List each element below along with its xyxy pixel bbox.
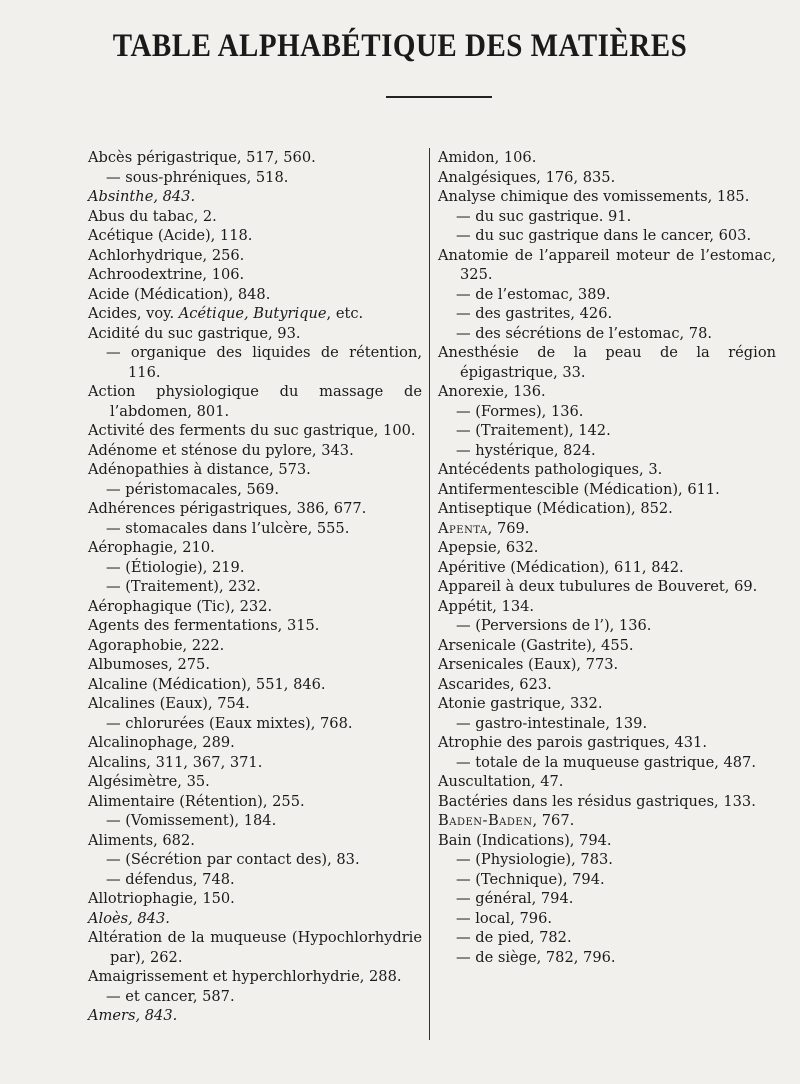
index-entry: Aérophagique (Tic), 232. [88, 597, 273, 615]
index-entry: Allotriophagie, 150. [88, 890, 235, 907]
column-divider [429, 148, 430, 1040]
index-entry: Abcès périgastrique, 517, 560. [88, 149, 316, 166]
index-entry: Aliments, 682. [88, 831, 195, 849]
left-index-column [88, 148, 422, 1026]
index-entry: Aloès, 843. [88, 909, 170, 927]
index-entry: — (Technique), 794. [456, 870, 605, 888]
index-entry: Appareil à deux tubulures de Bouveret, 69. [438, 578, 758, 595]
right-index-column [438, 148, 776, 967]
index-entry: Acide (Médication), 848. [88, 285, 271, 303]
index-entry: Arsenicale (Gastrite), 455. [438, 636, 634, 654]
index-entry: — (Perversions de l’), 136. [456, 617, 652, 634]
index-entry: Atrophie des parois gastriques, 431. [438, 734, 707, 751]
index-entry: — sous-phréniques, 518. [106, 168, 289, 186]
index-entry: — chlorurées (Eaux mixtes), 768. [106, 714, 353, 732]
index-entry: Achlorhydrique, 256. [88, 246, 245, 264]
index-entry: Bain (Indications), 794. [438, 831, 612, 849]
index-entry: Albumoses, 275. [88, 656, 210, 673]
index-entry: Amidon, 106. [438, 149, 537, 166]
index-entry: Alcalines (Eaux), 754. [88, 695, 250, 712]
index-entry: Alcalinophage, 289. [88, 734, 235, 751]
index-entry: Absinthe, 843. [88, 188, 196, 205]
index-entry: Ascarides, 623. [438, 675, 552, 693]
index-entry: Appétit, 134. [438, 597, 535, 615]
index-entry: Acidité du suc gastrique, 93. [88, 324, 301, 342]
index-entry: — et cancer, 587. [106, 987, 235, 1005]
index-entry: Arsenicales (Eaux), 773. [438, 656, 619, 673]
index-entry: Amaigrissement et hyperchlorhydrie, 288. [88, 968, 402, 985]
index-entry: Analgésiques, 176, 835. [438, 168, 616, 186]
index-entry: Altération de la muqueuse (Hypochlorhydrie par), 262. [88, 929, 422, 966]
index-entry: — hystérique, 824. [456, 441, 596, 459]
index-entry: — (Traitement), 232. [106, 578, 261, 595]
index-entry: — général, 794. [456, 890, 574, 907]
index-entry: Anatomie de l’appareil moteur de l’estomac, 325. [438, 246, 776, 283]
index-entry: Abus du tabac, 2. [88, 207, 217, 225]
index-entry: — (Vomissement), 184. [106, 812, 277, 829]
index-entry: Aérophagie, 210. [88, 539, 215, 556]
index-entry: Algésimètre, 35. [88, 773, 210, 790]
index-entry: Acétique (Acide), 118. [88, 227, 253, 244]
index-entry: Antécédents pathologiques, 3. [438, 461, 663, 478]
index-entry: Action physiologique du massage de l’abdomen, 801. [88, 383, 422, 420]
index-entry: — stomacales dans l’ulcère, 555. [106, 519, 350, 537]
index-entry: — (Sécrétion par contact des), 83. [106, 851, 360, 868]
index-entry: — de pied, 782. [456, 929, 572, 946]
index-entry: — du suc gastrique dans le cancer, 603. [456, 227, 752, 244]
index-entry: Anesthésie de la peau de la région épigastrique, 33. [438, 344, 776, 381]
index-entry: — défendus, 748. [106, 870, 235, 888]
index-entry: Adhérences périgastriques, 386, 677. [88, 500, 367, 517]
index-entry: — de l’estomac, 389. [456, 285, 611, 303]
index-entry: Achroodextrine, 106. [88, 266, 245, 283]
index-entry: Adénopathies à distance, 573. [88, 461, 311, 478]
index-entry: Baden-Baden, 767. [438, 812, 575, 829]
index-entry: — des gastrites, 426. [456, 305, 613, 322]
index-entry: — (Physiologie), 783. [456, 851, 613, 868]
index-entry: Adénome et sténose du pylore, 343. [88, 441, 354, 459]
index-entry: Agoraphobie, 222. [88, 636, 225, 654]
index-entry: — (Formes), 136. [456, 402, 584, 420]
index-entry: Atonie gastrique, 332. [438, 695, 603, 712]
index-entry: Amers, 843. [88, 1007, 178, 1024]
index-entry: Bactéries dans les résidus gastriques, 133. [438, 792, 756, 810]
index-entry: — de siège, 782, 796. [456, 948, 616, 966]
index-entry: — péristomacales, 569. [106, 480, 279, 498]
index-entry: Apéritive (Médication), 611, 842. [438, 558, 684, 576]
index-entry: Activité des ferments du suc gastrique, 100. [88, 422, 416, 439]
index-entry: Auscultation, 47. [438, 773, 564, 790]
index-entry: Antiseptique (Médication), 852. [438, 500, 673, 517]
index-entry: Anorexie, 136. [438, 383, 546, 400]
title-rule [386, 96, 492, 98]
index-entry: — local, 796. [456, 909, 552, 927]
index-entry: Analyse chimique des vomissements, 185. [438, 188, 750, 205]
index-entry: Agents des fermentations, 315. [88, 617, 320, 634]
index-entry: Alcalins, 311, 367, 371. [88, 753, 263, 771]
index-entry: Alcaline (Médication), 551, 846. [88, 675, 326, 693]
index-entry: — (Traitement), 142. [456, 422, 611, 439]
index-entry: Apenta, 769. [438, 519, 530, 537]
index-entry: — organique des liquides de rétention, 116. [106, 344, 422, 381]
index-entry: — du suc gastrique. 91. [456, 207, 632, 225]
index-entry: Antifermentescible (Médication), 611. [438, 480, 720, 498]
index-entry: Apepsie, 632. [438, 539, 539, 556]
index-entry: — (Étiologie), 219. [106, 558, 245, 576]
index-entry: — totale de la muqueuse gastrique, 487. [456, 753, 756, 771]
index-entry: Alimentaire (Rétention), 255. [88, 792, 305, 810]
index-entry: — gastro-intestinale, 139. [456, 714, 648, 732]
page-title: TABLE ALPHABÉTIQUE DES MATIÈRES [112, 28, 688, 64]
index-entry: Acides, voy. Acétique, Butyrique, etc. [88, 305, 364, 322]
index-entry: — des sécrétions de l’estomac, 78. [456, 324, 712, 342]
